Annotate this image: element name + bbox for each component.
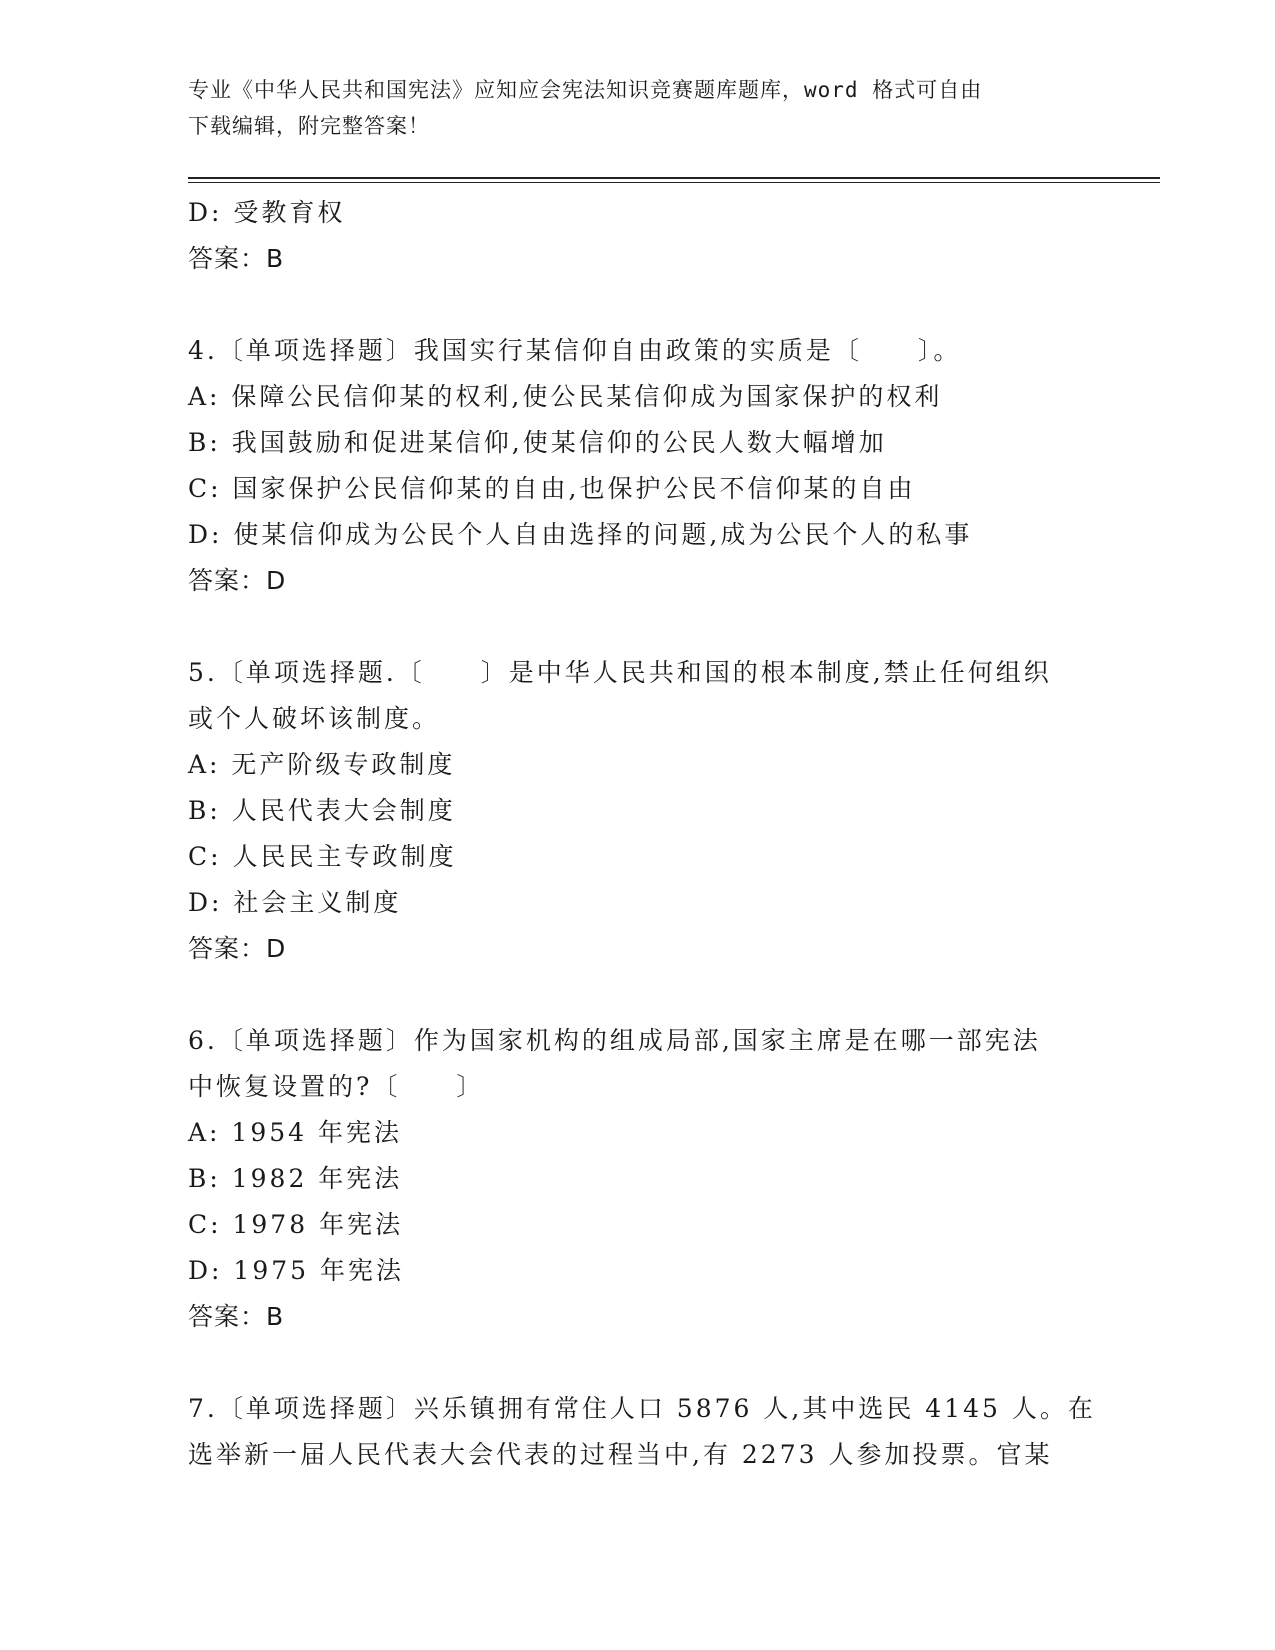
question-3-tail bbox=[188, 190, 1088, 282]
header-divider-thick bbox=[188, 177, 1160, 179]
answer: 答案：B bbox=[188, 1302, 285, 1331]
option-b: B: 人民代表大会制度 bbox=[188, 796, 456, 825]
question-stem: 4.〔单项选择题〕我国实行某信仰自由政策的实质是〔 〕。 bbox=[188, 336, 962, 365]
answer: 答案：D bbox=[188, 566, 287, 595]
answer: 答案：B bbox=[188, 244, 285, 273]
option-a: A: 1954 年宪法 bbox=[188, 1118, 402, 1147]
option-a: A: 保障公民信仰某的权利,使公民某信仰成为国家保护的权利 bbox=[188, 382, 943, 411]
document-header bbox=[188, 72, 1088, 144]
question-stem-line-2: 或个人破坏该制度。 bbox=[188, 704, 441, 733]
option-d: D: 使某信仰成为公民个人自由选择的问题,成为公民个人的私事 bbox=[188, 520, 973, 549]
header-line-2: 下载编辑，附完整答案！ bbox=[188, 114, 430, 138]
question-stem-line-1: 5.〔单项选择题.〔 〕是中华人民共和国的根本制度,禁止任何组织 bbox=[188, 658, 1052, 687]
option-c: C: 人民民主专政制度 bbox=[188, 842, 457, 871]
option-b: B: 1982 年宪法 bbox=[188, 1164, 403, 1193]
question-stem-line-1: 6.〔单项选择题〕作为国家机构的组成局部,国家主席是在哪一部宪法 bbox=[188, 1026, 1041, 1055]
option-c: C: 国家保护公民信仰某的自由,也保护公民不信仰某的自由 bbox=[188, 474, 916, 503]
question-6 bbox=[188, 1018, 1088, 1340]
option-d: D: 1975 年宪法 bbox=[188, 1256, 404, 1285]
option-b: B: 我国鼓励和促进某信仰,使某信仰的公民人数大幅增加 bbox=[188, 428, 887, 457]
option-a: A: 无产阶级专政制度 bbox=[188, 750, 456, 779]
option-d: D: 受教育权 bbox=[188, 198, 346, 227]
header-line-1: 专业《中华人民共和国宪法》应知应会宪法知识竞赛题库题库，word 格式可自由 bbox=[188, 78, 983, 102]
question-stem-line-2: 中恢复设置的?〔 〕 bbox=[188, 1072, 485, 1101]
question-7 bbox=[188, 1386, 1096, 1478]
question-5 bbox=[188, 650, 1088, 972]
document-body bbox=[188, 190, 1096, 1478]
question-4 bbox=[188, 328, 1088, 604]
answer: 答案：D bbox=[188, 934, 287, 963]
question-stem-line-2: 选举新一届人民代表大会代表的过程当中,有 2273 人参加投票。官某 bbox=[188, 1440, 1053, 1469]
option-c: C: 1978 年宪法 bbox=[188, 1210, 404, 1239]
question-stem-line-1: 7.〔单项选择题〕兴乐镇拥有常住人口 5876 人,其中选民 4145 人。在 bbox=[188, 1394, 1096, 1423]
option-d: D: 社会主义制度 bbox=[188, 888, 402, 917]
header-divider-thin bbox=[188, 182, 1160, 183]
